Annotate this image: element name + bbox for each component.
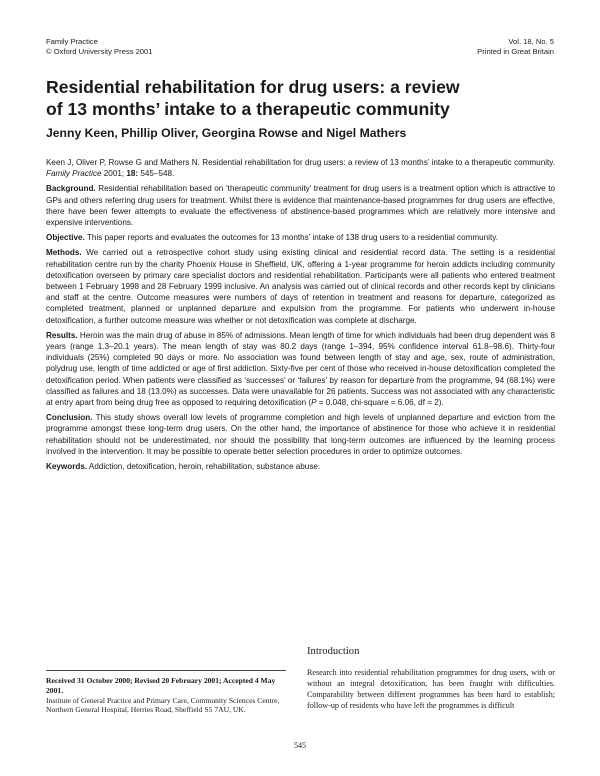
abstract-background: Background. Residential rehabilitation based on ‘therapeutic community’ treatment for drug users is a treatment option which is attractive to GPs and others referring drug users for treatment. Whilst there is evidence that maintenance-based programmes for drug users are effective, there have been fewer attempts to evaluate the effectiveness of abstinence-based programmes which are relatively more intensive and expensive interventions. (46, 184, 555, 228)
conclusion-label: Conclusion. (46, 413, 93, 423)
abstract (46, 157, 555, 476)
page-number: 545 (294, 741, 306, 750)
article-title (46, 76, 566, 120)
footnote-divider (46, 670, 286, 671)
footnote (46, 676, 286, 715)
citation: Keen J, Oliver P, Rowse G and Mathers N. Residential rehabilitation for drug users: a review of 13 months’ intake to a therapeutic community. Family Practice 2001; 18: 545–548. (46, 158, 555, 179)
journal-name: Family Practice (46, 37, 98, 46)
abstract-methods: Methods. We carried out a retrospective cohort study using existing clinical and residential record data. The setting is a residential rehabilitation centre run by the charity Phoenix House in Sheffield, UK, offering a 1-year programme for heroin addicts including community detoxification overseen by primary care specialist doctors and residential rehabilitation. Participants were all patients who entered treatment between 1 February 1998 and 28 February 1999 inclusive. An analysis was carried out of clinical records and other records kept by clinicians and staff at the centre. Outcome measures were numbers of days of retention in treatment and reasons for departure, categorized as completed treatment, planned or unplanned departure and expulsion from the programme. For patients who underwent in-house detoxification, a further outcome measure was whether or not detoxification was complete at discharge. (46, 248, 555, 325)
copyright-line: © Oxford University Press 2001 (46, 47, 153, 56)
author-list: Jenny Keen, Phillip Oliver, Georgina Rowse and Nigel Mathers (46, 126, 407, 140)
affiliation: Institute of General Practice and Primary Care, Community Sciences Centre, Northern General Hospital, Herries Road, Sheffield S5 7AU, UK. (46, 695, 280, 715)
volume-issue: Vol. 18, No. 5 (508, 37, 554, 46)
methods-label: Methods. (46, 248, 82, 258)
abstract-results: Results. Heroin was the main drug of abuse in 85% of admissions. Mean length of time for which individuals had been drug dependent was 8 years (range 1.3–20.1 years). The mean length of stay was 80.2 days (range 1–394, 95% confidence interval 61.8–98.6). Thirty-four individuals (25%) completed 90 days or more. No association was found between length of stay and age, sex, route of administration, polydrug use, length of time addicted or age of first addiction. Sixty-five per cent of those who received in-house detoxification completed the detoxification period. When patients were classified as ‘successes’ or ‘failures’ by reason for departure from the programme, 94 (68.1%) were classified as failures and 18 (13.0%) as successes. Data were unavailable for 26 patients. Success was not associated with any characteristic at entry apart from being drug free as opposed to requiring detoxification (P = 0.048, chi-square = 6.06, df = 2). (46, 330, 555, 408)
abstract-keywords: Keywords. Addiction, detoxification, heroin, rehabilitation, substance abuse. (46, 462, 321, 472)
introduction-text: Research into residential rehabilitation programmes for drug users, with or without an integral detoxification, has been fraught with difficulties. Comparability between different programmes has been hard to establish; follow-up of residents who have left the programmes is difficult (307, 668, 555, 710)
volume-header (477, 37, 554, 57)
citation-volume: 18: (126, 169, 139, 179)
citation-journal: Family Practice (46, 169, 102, 179)
abstract-objective: Objective. This paper reports and evaluates the outcomes for 13 months’ intake of 138 drug users to a residential community. (46, 233, 498, 243)
objective-label: Objective. (46, 233, 85, 243)
introduction-heading: Introduction (307, 646, 360, 657)
received-dates: Received 31 October 2000; Revised 20 February 2001; Accepted 4 May 2001. (46, 676, 276, 695)
background-label: Background. (46, 184, 96, 194)
keywords-label: Keywords. (46, 462, 88, 472)
title-line-2: of 13 months’ intake to a therapeutic community (46, 99, 450, 119)
title-line-1: Residential rehabilitation for drug users: a review (46, 77, 460, 97)
printed-in: Printed in Great Britain (477, 47, 554, 56)
abstract-conclusion: Conclusion. This study shows overall low levels of programme completion and high levels of unplanned departure and eviction from the programme amongst these long-term drug users. On the other hand, the importance of abstinence for those who achieve it in residential rehabilitation should not be underestimated, nor should the possibility that long-term outcomes are influenced by the learning process involved in the intervention. It may be possible to operate better selection procedures in order to optimize outcomes. (46, 413, 555, 456)
results-label: Results. (46, 330, 78, 340)
journal-header (46, 37, 152, 57)
